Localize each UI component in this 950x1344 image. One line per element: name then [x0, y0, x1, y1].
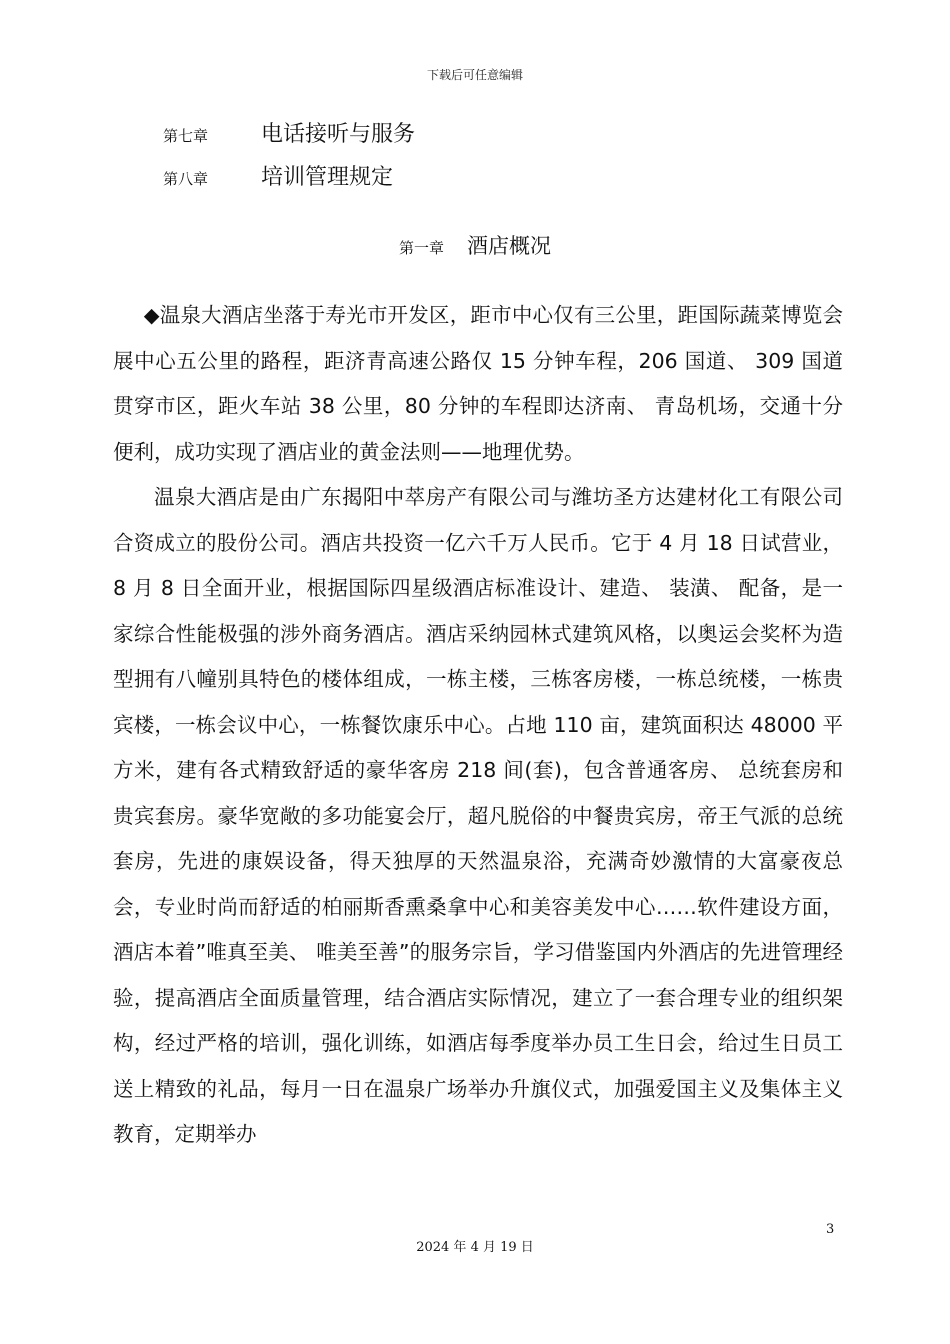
chapter-number: 第一章: [398, 239, 444, 257]
page-footer-date: 2024 年 4 月 19 日: [416, 1240, 534, 1255]
toc-chapter-title: 电话接听与服务: [261, 122, 416, 147]
chapter-heading: [0, 230, 950, 260]
body-text: [113, 293, 843, 1158]
paragraph: ◆温泉大酒店坐落于寿光市开发区，距市中心仅有三公里，距国际蔬菜博览会展中心五公里的路程，距济青高速公路仅 15 分钟车程，206 国道、 309 国道贯穿市区，距火车站 38 公里，80 分钟的车程即达济南、 青岛机场，交通十分便利，成功实现了酒店业的黄金法则——地理优势。: [113, 303, 843, 464]
toc-chapter-title: 培训管理规定: [261, 165, 394, 190]
chapter-title: 酒店概况: [467, 234, 552, 258]
page-header: 下载后可任意编辑: [426, 68, 523, 82]
toc-chapter-number: 第七章: [163, 127, 209, 145]
toc-entry-chapter-8: [163, 160, 393, 190]
toc-chapter-number: 第八章: [163, 170, 209, 188]
toc-entry-chapter-7: [163, 117, 415, 147]
paragraph: 温泉大酒店是由广东揭阳中萃房产有限公司与潍坊圣方达建材化工有限公司合资成立的股份公司。酒店共投资一亿六千万人民币。它于 4 月 18 日试营业，8 月 8 日全面开业，根据国际四星级酒店标准设计、建造、 装潢、 配备，是一家综合性能极强的涉外商务酒店。酒店采纳园林式建筑风格，以奥运会奖杯为造型拥有八幢别具特色的楼体组成，一栋主楼，三栋客房楼，一栋总统楼，一栋贵宾楼，一栋会议中心，一栋餐饮康乐中心。占地 110 亩，建筑面积达 48000 平方米，建有各式精致舒适的豪华客房 218 间(套)，包含普通客房、 总统套房和贵宾套房。豪华宽敞的多功能宴会厅，超凡脱俗的中餐贵宾房，帝王气派的总统套房，先进的康娱设备，得天独厚的天然温泉浴，充满奇妙激情的大富豪夜总会，专业时尚而舒适的柏丽斯香熏桑拿中心和美容美发中心……软件建设方面，酒店本着”唯真至美、 唯美至善”的服务宗旨，学习借鉴国内外酒店的先进管理经验，提高酒店全面质量管理，结合酒店实际情况，建立了一套合理专业的组织架构，经过严格的培训，强化训练，如酒店每季度举办员工生日会，给过生日员工送上精致的礼品，每月一日在温泉广场举办升旗仪式，加强爱国主义及集体主义教育，定期举办: [113, 485, 843, 1146]
page-number: 3: [826, 1222, 835, 1237]
